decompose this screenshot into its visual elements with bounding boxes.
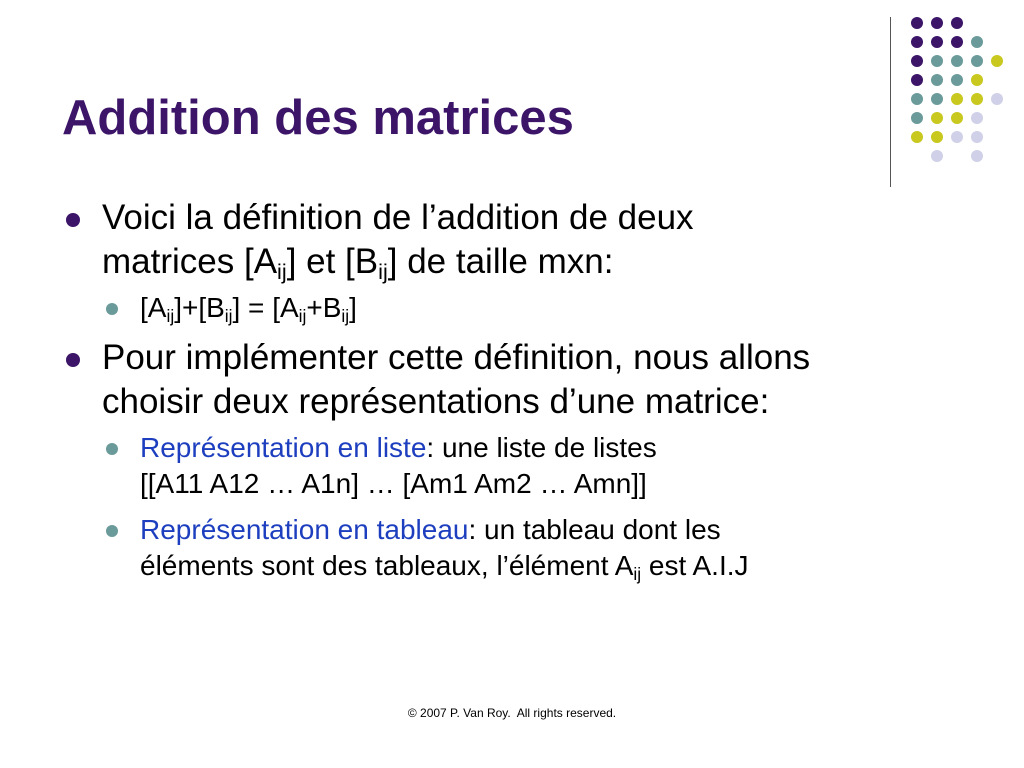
deco-dot — [971, 112, 983, 124]
deco-dot — [951, 131, 963, 143]
sub-bullet-dot-icon — [106, 443, 118, 455]
deco-dot — [931, 150, 943, 162]
deco-dot — [951, 17, 963, 29]
deco-dot — [931, 93, 943, 105]
deco-dot — [911, 17, 923, 29]
deco-dot — [911, 55, 923, 67]
list-representation-label: Représentation en liste — [140, 432, 427, 463]
deco-dot — [951, 112, 963, 124]
copyright-footer: © 2007 P. Van Roy. All rights reserved. — [407, 706, 617, 720]
deco-dot — [951, 36, 963, 48]
deco-dot — [911, 74, 923, 86]
slide-body — [62, 196, 1002, 594]
deco-dot — [971, 150, 983, 162]
deco-dot — [951, 93, 963, 105]
bullet-text: Voici la définition de l’addition de deux matrices $[A_{ij}]$ et $[B_{ij}]$ de taille mxn: — [102, 198, 694, 285]
bullet-dot-icon — [66, 213, 80, 227]
deco-dot — [971, 131, 983, 143]
deco-dot — [951, 74, 963, 86]
deco-dot — [971, 93, 983, 105]
deco-dot — [911, 93, 923, 105]
sub-bullet-dot-icon — [106, 303, 118, 315]
bullet-text: Pour implémenter cette définition, nous allons choisir deux représentations d’une matrice: — [102, 338, 811, 421]
deco-dot — [911, 131, 923, 143]
deco-dot — [971, 74, 983, 86]
title-divider-line — [890, 17, 891, 187]
deco-dot — [911, 36, 923, 48]
array-representation-text: Représentation en tableau: un tableau dont les éléments sont des tableaux, l’élément $A_{ij}$ est A.I.J — [140, 514, 749, 584]
deco-dot — [931, 74, 943, 86]
sub-bullet-list-representation — [62, 430, 1002, 502]
deco-dot — [951, 55, 963, 67]
bullet-definition — [62, 196, 1002, 284]
slide-title: Addition des matrices — [62, 91, 574, 145]
sub-bullet-dot-icon — [106, 525, 118, 537]
deco-dot — [931, 17, 943, 29]
deco-dot — [931, 112, 943, 124]
deco-dot — [931, 36, 943, 48]
deco-dot — [971, 36, 983, 48]
deco-dot — [931, 131, 943, 143]
array-representation-label: Représentation en tableau — [140, 514, 469, 545]
deco-dot — [991, 55, 1003, 67]
deco-dot — [931, 55, 943, 67]
bullet-dot-icon — [66, 353, 80, 367]
deco-dot — [911, 112, 923, 124]
deco-dot — [971, 55, 983, 67]
bullet-implementation — [62, 336, 1002, 424]
sub-bullet-formula — [62, 290, 1002, 326]
deco-dot — [991, 93, 1003, 105]
list-representation-text: Représentation en liste: une liste de listes [[A11 A12 … A1n] … [Am1 Am2 … Amn]] — [140, 432, 657, 499]
formula-text: $[A_{ij}]+[B_{ij}] = [A_{ij}+B_{ij}]$ — [140, 292, 357, 326]
sub-bullet-array-representation — [62, 512, 1002, 584]
